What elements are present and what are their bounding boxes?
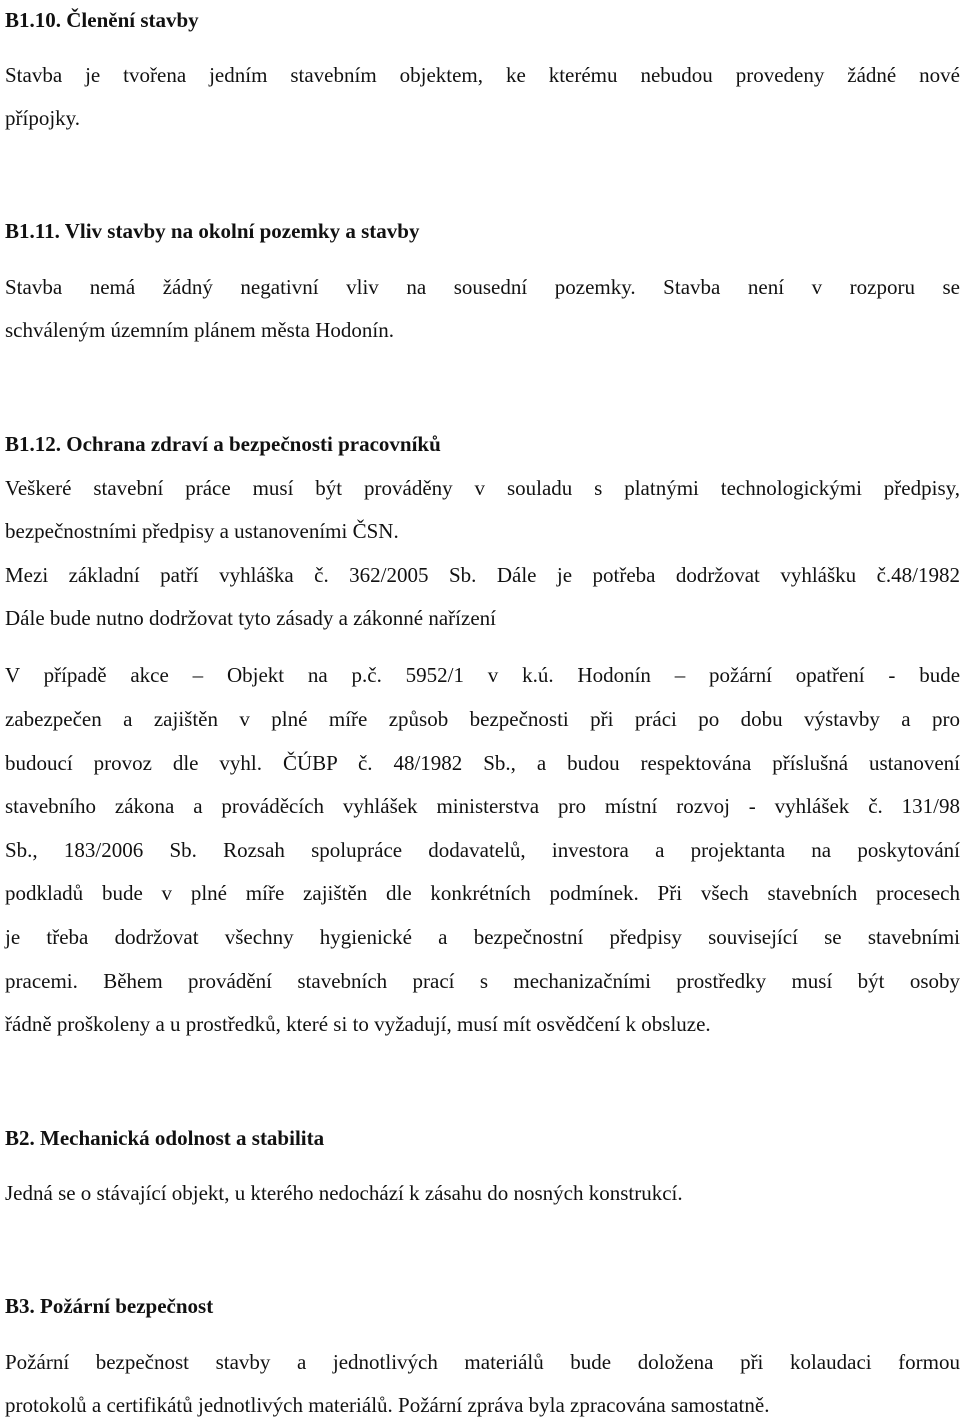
paragraph-line: zabezpečen a zajištěn v plné míře způsob bezpečnosti při práci po dobu výstavby a pro	[5, 707, 960, 731]
object-label: Objekt na p.č. 5952/1 v k.ú. Hodonín	[226, 663, 651, 687]
paragraph-line: Požární bezpečnost stavby a jednotlivých materiálů bude doložena při kolaudaci formou	[5, 1350, 960, 1374]
paragraph-line: Stavba je tvořena jedním stavebním objektem, ke kterému nebudou provedeny žádné nové	[5, 63, 960, 87]
section-heading-b2: B2. Mechanická odolnost a stabilita	[5, 1126, 325, 1150]
paragraph-line: Mezi základní patří vyhláška č. 362/2005 Sb. Dále je potřeba dodržovat vyhlášku č.48/1982	[5, 563, 960, 587]
paragraph-line: schváleným územním plánem města Hodonín.	[5, 318, 394, 342]
paragraph-line: Stavba nemá žádný negativní vliv na sousední pozemky. Stavba není v rozporu se	[5, 275, 960, 299]
dash: –	[192, 663, 204, 687]
paragraph-line: pracemi. Během provádění stavebních prací s mechanizačními prostředky musí být osoby	[5, 969, 960, 993]
paragraph-line: Jedná se o stávající objekt, u kterého nedochází k zásahu do nosných konstrukcí.	[5, 1181, 683, 1205]
paragraph-line: budoucí provoz dle vyhl. ČÚBP č. 48/1982 Sb., a budou respektována příslušná ustanovení	[5, 751, 960, 775]
fire-measures-label: požární opatření - bude	[709, 663, 960, 687]
case-label: V případě akce	[5, 663, 169, 687]
paragraph-line: Veškeré stavební práce musí být prováděny v souladu s platnými technologickými předpisy,	[5, 476, 960, 500]
paragraph-line: přípojky.	[5, 106, 81, 130]
paragraph-line: Sb., 183/2006 Sb. Rozsah spolupráce dodavatelů, investora a projektanta na poskytování	[5, 838, 960, 862]
paragraph-line: podkladů bude v plné míře zajištěn dle konkrétních podmínek. Při všech stavebních procesech	[5, 881, 960, 905]
section-heading-b1-12: B1.12. Ochrana zdraví a bezpečnosti pracovníků	[5, 432, 441, 456]
paragraph-line: bezpečnostními předpisy a ustanoveními ČSN.	[5, 519, 399, 543]
section-heading-b3: B3. Požární bezpečnost	[5, 1294, 214, 1318]
paragraph-line: stavebního zákona a prováděcích vyhlášek ministerstva pro místní rozvoj - vyhlášek č. 131/98	[5, 794, 960, 818]
paragraph-line-case	[5, 661, 960, 689]
paragraph-line: Dále bude nutno dodržovat tyto zásady a zákonné nařízení	[5, 606, 496, 630]
section-heading-b1-10: B1.10. Členění stavby	[5, 8, 199, 32]
section-heading-b1-11: B1.11. Vliv stavby na okolní pozemky a stavby	[5, 219, 420, 243]
paragraph-line: je třeba dodržovat všechny hygienické a bezpečnostní předpisy související se stavebními	[5, 925, 960, 949]
dash: –	[674, 663, 686, 687]
paragraph-line: protokolů a certifikátů jednotlivých materiálů. Požární zpráva byla zpracována samostatně.	[5, 1393, 770, 1417]
paragraph-line: řádně proškoleny a u prostředků, které si to vyžadují, musí mít osvědčení k obsluze.	[5, 1012, 711, 1036]
